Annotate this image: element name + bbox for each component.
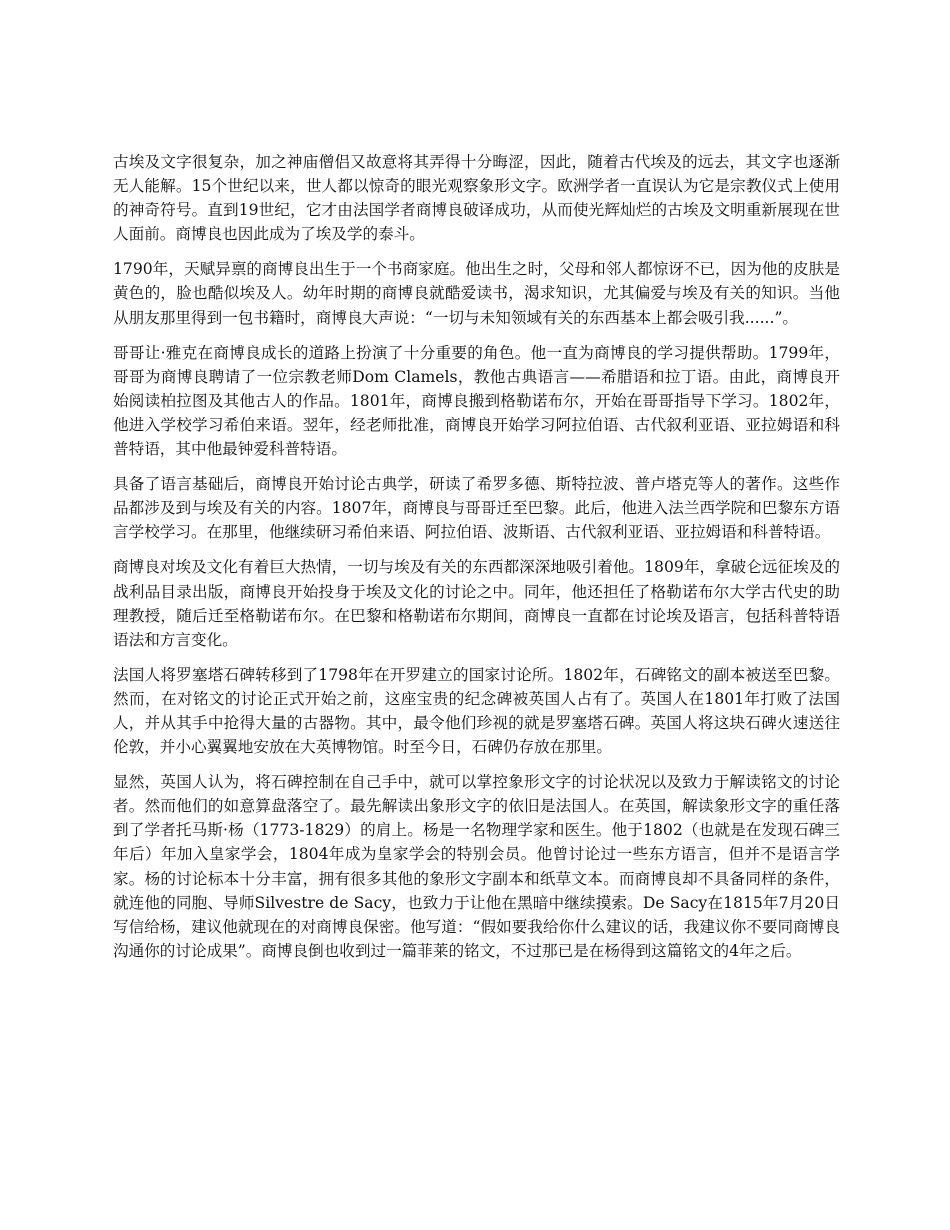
paragraph-brother: 哥哥让·雅克在商博良成长的道路上扮演了十分重要的角色。他一直为商博良的学习提供帮助。1799年，哥哥为商博良聘请了一位宗教老师Dom Clamels，教他古典语言——希腊语和拉丁语。由此，商博良开始阅读柏拉图及其他古人的作品。1801年，商博良搬到格勒诺布尔，开始在哥哥指导下学习。1802年，他进入学校学习希伯来语。翌年，经老师批准，商博良开始学习阿拉伯语、古代叙利亚语、亚拉姆语和科普特语，其中他最钟爱科普特语。	[113, 343, 840, 459]
paragraph-birth: 1790年，天赋异禀的商博良出生于一个书商家庭。他出生之时，父母和邻人都惊讶不已，因为他的皮肤是黄色的，脸也酷似埃及人。幼年时期的商博良就酷爱读书，渴求知识，尤其偏爱与埃及有关的知识。当他从朋友那里得到一包书籍时，商博良大声说：“一切与未知领域有关的东西基本上都会吸引我......”。	[113, 260, 840, 327]
paragraph-egypt-passion: 商博良对埃及文化有着巨大热情，一切与埃及有关的东西都深深地吸引着他。1809年，拿破仑远征埃及的战利品目录出版，商博良开始投身于埃及文化的讨论之中。同年，他还担任了格勒诺布尔大学古代史的助理教授，随后迁至格勒诺布尔。在巴黎和格勒诺布尔期间，商博良一直都在讨论埃及语言，包括科普特语语法和方言变化。	[113, 558, 840, 649]
paragraph-thomas-young: 显然，英国人认为，将石碑控制在自己手中，就可以掌控象形文字的讨论状况以及致力于解读铭文的讨论者。然而他们的如意算盘落空了。最先解读出象形文字的依旧是法国人。在英国，解读象形文字的重任落到了学者托马斯·杨（1773-1829）的肩上。杨是一名物理学家和医生。他于1802（也就是在发现石碑三年后）年加入皇家学会，1804年成为皇家学会的特别会员。他曾讨论过一些东方语言，但并不是语言学家。杨的讨论标本十分丰富，拥有很多其他的象形文字副本和纸草文本。而商博良却不具备同样的条件，就连他的同胞、导师Silvestre de Sacy，也致力于让他在黑暗中继续摸索。De Sacy在1815年7月20日写信给杨，建议他就现在的对商博良保密。他写道：“假如要我给你什么建议的话，我建议你不要同商博良沟通你的讨论成果”。商博良倒也收到过一篇菲莱的铭文，不过那已是在杨得到这篇铭文的4年之后。	[113, 773, 840, 960]
paragraph-intro: 古埃及文字很复杂，加之神庙僧侣又故意将其弄得十分晦涩，因此，随着古代埃及的远去，其文字也逐渐无人能解。15个世纪以来，世人都以惊奇的眼光观察象形文字。欧洲学者一直误认为它是宗教仪式上使用的神奇符号。直到19世纪，它才由法国学者商博良破译成功，从而使光辉灿烂的古埃及文明重新展现在世人面前。商博良也因此成为了埃及学的泰斗。	[113, 153, 840, 244]
paragraph-classics: 具备了语言基础后，商博良开始讨论古典学，研读了希罗多德、斯特拉波、普卢塔克等人的著作。这些作品都涉及到与埃及有关的内容。1807年，商博良与哥哥迁至巴黎。此后，他进入法兰西学院和巴黎东方语言学校学习。在那里，他继续研习希伯来语、阿拉伯语、波斯语、古代叙利亚语、亚拉姆语和科普特语。	[113, 475, 840, 542]
paragraph-rosetta-stone: 法国人将罗塞塔石碑转移到了1798年在开罗建立的国家讨论所。1802年，石碑铭文的副本被送至巴黎。然而，在对铭文的讨论正式开始之前，这座宝贵的纪念碑被英国人占有了。英国人在1801年打败了法国人，并从其手中抢得大量的古器物。其中，最令他们珍视的就是罗塞塔石碑。英国人将这块石碑火速送往伦敦，并小心翼翼地安放在大英博物馆。时至今日，石碑仍存放在那里。	[113, 665, 840, 757]
